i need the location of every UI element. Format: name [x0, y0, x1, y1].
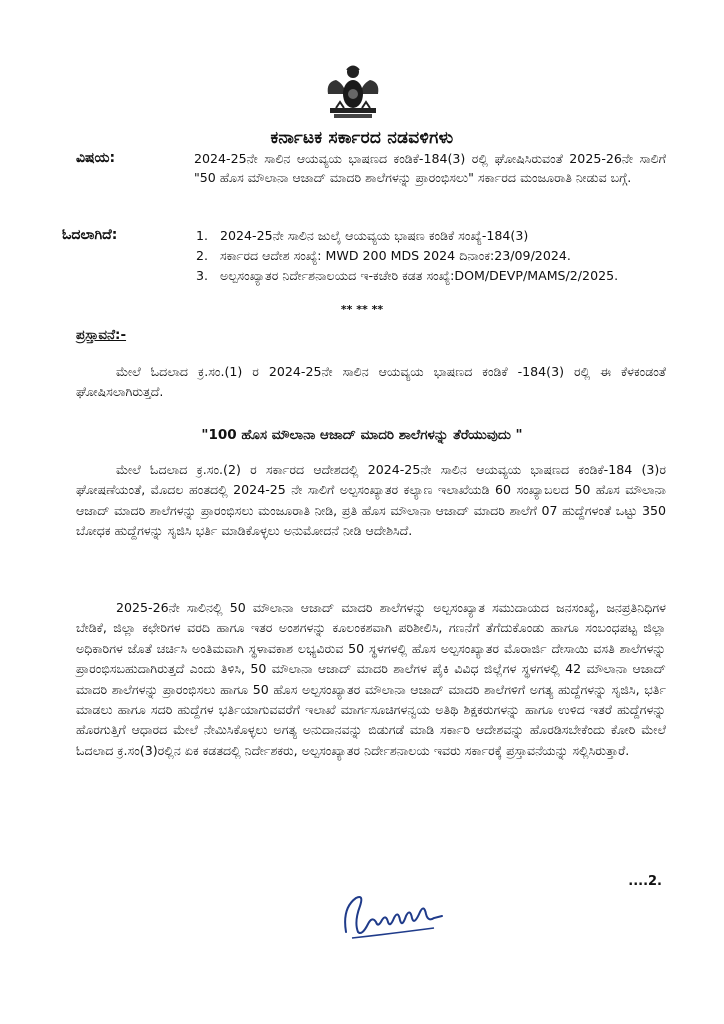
references-label: ಓದಲಾಗಿದೆ:	[62, 227, 118, 243]
subject-label: ವಿಷಯ:	[76, 150, 116, 166]
paragraph-2: ಮೇಲೆ ಓದಲಾದ ಕ್ರ.ಸಂ.(2) ರ ಸರ್ಕಾರದ ಆದೇಶದಲ್ಲಿ 2024-25ನೇ ಸಾಲಿನ ಆಯವ್ಯಯ ಭಾಷಣದ ಕಂಡಿಕೆ-184 (3)ರ ಘೋಷಣೆಯಂತೆ, ಮೊದಲ ಹಂತದಲ್ಲಿ 2024-25 ನೇ ಸಾಲಿಗೆ ಅಲ್ಪಸಂಖ್ಯಾತರ ಕಲ್ಯಾಣ ಇಲಾಖೆಯಡಿ 60 ಸಂಖ್ಯಾಬಲದ 50 ಹೊಸ ಮೌಲಾನಾ ಆಜಾದ್ ಮಾದರಿ ಶಾಲೆಗಳನ್ನು ಪ್ರಾರಂಭಿಸಲು ಮಂಜೂರಾತಿ ನೀಡಿ, ಪ್ರತಿ ಹೊಸ ಮೌಲಾನಾ ಆಜಾದ್ ಮಾದರಿ ಶಾಲೆಗೆ 07 ಹುದ್ದೆಗಳಂತೆ ಒಟ್ಟು 350 ಬೋಧಕ ಹುದ್ದೆಗಳನ್ನು ಸೃಜಿಸಿ ಭರ್ತಿ ಮಾಡಿಕೊಳ್ಳಲು ಅನುಮೋದನೆ ನೀಡಿ ಆದೇಶಿಸಿದೆ.	[76, 462, 666, 539]
document-heading: ಕರ್ನಾಟಕ ಸರ್ಕಾರದ ನಡವಳಿಗಳು	[270, 128, 454, 148]
paragraph-3: 2025-26ನೇ ಸಾಲಿನಲ್ಲಿ 50 ಮೌಲಾನಾ ಆಜಾದ್ ಮಾದರಿ ಶಾಲೆಗಳನ್ನು ಅಲ್ಪಸಂಖ್ಯಾತ ಸಮುದಾಯದ ಜನಸಂಖ್ಯೆ, ಜನಪ್ರತಿನಿಧಿಗಳ ಬೇಡಿಕೆ, ಜಿಲ್ಲಾ ಕಛೇರಿಗಳ ವರದಿ ಹಾಗೂ ಇತರ ಅಂಶಗಳನ್ನು ಕೂಲಂಕಶವಾಗಿ ಪರಿಶೀಲಿಸಿ, ಗಣನೆಗೆ ತೆಗೆದುಕೊಂಡು ಹಾಗೂ ಸಂಬಂಧಪಟ್ಟ ಜಿಲ್ಲಾ ಅಧಿಕಾರಿಗಳ ಜೊತೆ ಚರ್ಚಿಸಿ ಅಂತಿಮವಾಗಿ ಸ್ಥಳಾವಕಾಶ ಲಭ್ಯವಿರುವ 50 ಸ್ಥಳಗಳಲ್ಲಿ ಹೊಸ ಅಲ್ಪಸಂಖ್ಯಾತರ ಮೊರಾರ್ಜಿ ದೇಸಾಯಿ ವಸತಿ ಶಾಲೆಗಳನ್ನು ಪ್ರಾರಂಭಿಸಬಹುದಾಗಿರುತ್ತದೆ ಎಂದು ತಿಳಿಸಿ, 50 ಮೌಲಾನಾ ಆಜಾದ್ ಮಾದರಿ ಶಾಲೆಗಳ ಪೈಕಿ ವಿವಿಧ ಜಿಲ್ಲೆಗಳ ಸ್ಥಳಗಳಲ್ಲಿ 42 ಮೌಲಾನಾ ಆಜಾದ್ ಮಾದರಿ ಶಾಲೆಗಳನ್ನು ಪ್ರಾರಂಭಿಸಲು ಹಾಗೂ 50 ಹೊಸ ಅಲ್ಪಸಂಖ್ಯಾತರ ಮೌಲಾನಾ ಆಜಾದ್ ಮಾದರಿ ಶಾಲೆಗಳಿಗೆ ಅಗತ್ಯ ಹುದ್ದೆಗಳನ್ನು ಸೃಜಿಸಿ, ಭರ್ತಿ ಮಾಡಲು ಹಾಗೂ ಸದರಿ ಹುದ್ದೆಗಳ ಭರ್ತಿಯಾಗುವವರೆಗೆ ಇಲಾಖೆ ಮಾರ್ಗಸೂಚಿಗಳನ್ವಯ ಅತಿಥಿ ಶಿಕ್ಷಕರುಗಳನ್ನು ಹಾಗೂ ಉಳಿದ ಇತರೆ ಹುದ್ದೆಗಳನ್ನು ಹೊರಗುತ್ತಿಗೆ ಆಧಾರದ ಮೇಲೆ ನೇಮಿಸಿಕೊಳ್ಳಲು ಅಗತ್ಯ ಅನುದಾನವನ್ನು ಬಿಡುಗಡೆ ಮಾಡಿ ಸರ್ಕಾರಿ ಆದೇಶವನ್ನು ಹೊರಡಿಸಬೇಕೆಂದು ಕೋರಿ ಮೇಲೆ ಓದಲಾದ ಕ್ರ.ಸಂ(3)ರಲ್ಲಿನ ಏಕ ಕಡತದಲ್ಲಿ ನಿರ್ದೇಶಕರು, ಅಲ್ಪಸಂಖ್ಯಾತರ ನಿರ್ದೇಶನಾಲಯ ಇವರು ಸರ್ಕಾರಕ್ಕೆ ಪ್ರಸ್ತಾವನೆಯನ್ನು ಸಲ್ಲಿಸಿರುತ್ತಾರೆ.	[76, 600, 666, 758]
reference-number: 1.	[196, 228, 209, 243]
announcement-quote: "100 ಹೊಸ ಮೌಲಾನಾ ಆಜಾದ್ ಮಾದರಿ ಶಾಲೆಗಳನ್ನು ತೆರೆಯುವುದು "	[201, 427, 523, 443]
government-emblem-icon	[318, 64, 388, 122]
reference-text: 2024-25ನೇ ಸಾಲಿನ ಜುಲೈ ಆಯವ್ಯಯ ಭಾಷಣ ಕಂಡಿಕೆ ಸಂಖ್ಯೆ-184(3)	[220, 228, 529, 243]
reference-number: 2.	[196, 248, 209, 263]
subject-block	[76, 149, 666, 229]
page-number: ....2.	[628, 874, 662, 889]
reference-text: ಅಲ್ಪಸಂಖ್ಯಾತರ ನಿರ್ದೇಶನಾಲಯದ ಇ-ಕಚೇರಿ ಕಡತ ಸಂಖ್ಯೆ:DOM/DEVP/MAMS/2/2025.	[220, 268, 619, 283]
references-block	[62, 226, 666, 306]
reference-number: 3.	[196, 268, 209, 283]
paragraph-1: ಮೇಲೆ ಓದಲಾದ ಕ್ರ.ಸಂ.(1) ರ 2024-25ನೇ ಸಾಲಿನ ಆಯವ್ಯಯ ಭಾಷಣದ ಕಂಡಿಕೆ -184(3) ರಲ್ಲಿ ಈ ಕೆಳಕಂಡಂತೆ ಘೋಷಿಸಲಾಗಿರುತ್ತದೆ.	[76, 364, 666, 400]
preamble-title: ಪ್ರಸ್ತಾವನೆ:-	[76, 327, 127, 343]
reference-text: ಸರ್ಕಾರದ ಆದೇಶ ಸಂಖ್ಯೆ: MWD 200 MDS 2024 ದಿನಾಂಕ:23/09/2024.	[220, 248, 571, 263]
separator: ** ** **	[340, 303, 384, 316]
signature	[338, 888, 448, 944]
subject-text: 2024-25ನೇ ಸಾಲಿನ ಆಯವ್ಯಯ ಭಾಷಣದ ಕಂಡಿಕೆ-184(3) ರಲ್ಲಿ ಘೋಷಿಸಿರುವಂತೆ 2025-26ನೇ ಸಾಲಿಗೆ "50 ಹೊಸ ಮೌಲಾನಾ ಆಜಾದ್ ಮಾದರಿ ಶಾಲೆಗಳನ್ನು ಪ್ರಾರಂಭಿಸಲು" ಸರ್ಕಾರದ ಮಂಜೂರಾತಿ ನೀಡುವ ಬಗ್ಗೆ.	[194, 151, 666, 185]
